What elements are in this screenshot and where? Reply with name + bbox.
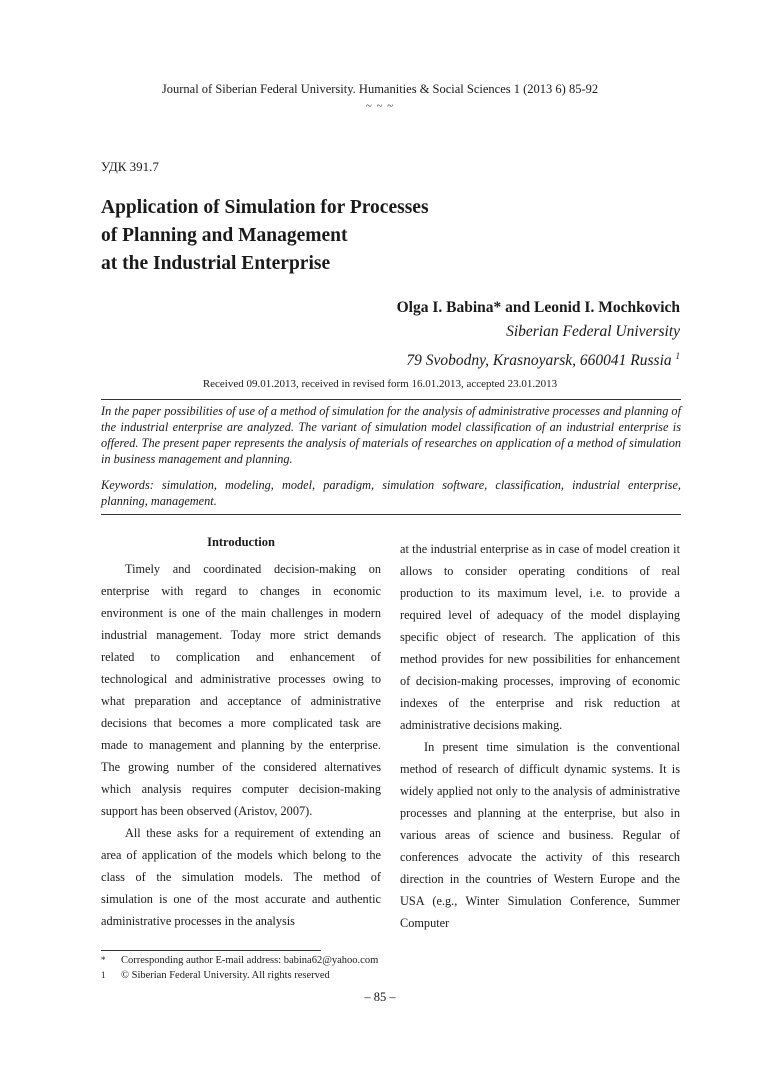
title-line: of Planning and Management (101, 225, 348, 246)
title-line: Application of Simulation for Processes (101, 197, 429, 218)
author-names: Olga I. Babina* and Leonid I. Mochkovich (396, 299, 680, 316)
address-text: 79 Svobodny, Krasnoyarsk, 660041 Russia (406, 352, 672, 370)
footnote-divider (101, 950, 321, 951)
footnote-mark: 1 (101, 970, 106, 980)
footnote-text: © Siberian Federal University. All rights reserved (121, 970, 330, 981)
header-ornament: ~ ~ ~ (365, 100, 395, 112)
journal-header: Journal of Siberian Federal University. Humanities & Social Sciences 1 (2013 6) 85-92 (161, 82, 599, 96)
paragraph: at the industrial enterprise as in case of model creation it allows to consider operating conditions of real production to its maximum level, i.e. to provide a required level of adequacy of the model displaying specific object of research. The application of this method provides for new possibilities for enhancement of decision-making processes, improving of economic indexes of the enterprise and risk reduction at administrative decisions making. (400, 542, 680, 732)
divider (101, 399, 681, 400)
paragraph: In present time simulation is the conventional method of research of difficult dynamic systems. It is widely applied not only to the analysis of administrative processes and planning at the enterprise, but also in various areas of science and business. Regular of conferences advocate the activity of this research direction in the countries of Western Europe and the USA (e.g., Winter Simulation Conference, Summer Computer (400, 740, 680, 930)
author-address (397, 344, 680, 373)
paragraph: All these asks for a requirement of extending an area of application of the models which belong to the class of the simulation models. The method of simulation is one of the most accurate and authentic administrative processes in the analysis (101, 826, 381, 928)
footnote (101, 968, 378, 983)
footnotes (101, 953, 378, 983)
paper-title (101, 194, 661, 278)
abstract: In the paper possibilities of use of a method of simulation for the analysis of administrative processes and planning of the industrial enterprise are analyzed. The variant of simulation model classification of an industrial enterprise is offered. The present paper represents the analysis of materials of researches on application of a method of simulation in business management and planning. (101, 404, 681, 466)
paragraph: Timely and coordinated decision-making on enterprise with regard to changes in economic environment is one of the main challenges in modern industrial management. Today more strict demands related to complication and enhancement of technological and administrative processes owing to what preparation and acceptance of administrative decisions that becomes a more complicated task are made to management and planning by the enterprise. The growing number of the considered alternatives which analysis requires computer decision-making support has been observed (Aristov, 2007). (101, 562, 381, 818)
right-column (400, 538, 680, 934)
address-footnote-mark: 1 (675, 351, 680, 361)
received-dates: Received 09.01.2013, received in revised form 16.01.2013, accepted 23.01.2013 (202, 378, 558, 390)
footnote-text: Corresponding author E-mail address: babina62@yahoo.com (121, 955, 379, 966)
author-block (397, 296, 680, 373)
udk-code: УДК 391.7 (101, 159, 159, 174)
footnote (101, 953, 378, 968)
footnote-mark: * (101, 955, 106, 965)
page-number: – 85 – (364, 990, 396, 1004)
divider (101, 514, 681, 515)
title-line: at the Industrial Enterprise (101, 253, 331, 274)
left-column (101, 558, 381, 932)
author-affiliation: Siberian Federal University (506, 323, 680, 340)
keywords: Keywords: simulation, modeling, model, paradigm, simulation software, classification, industrial enterprise, planning, management. (101, 478, 681, 508)
section-heading: Introduction (207, 535, 275, 549)
